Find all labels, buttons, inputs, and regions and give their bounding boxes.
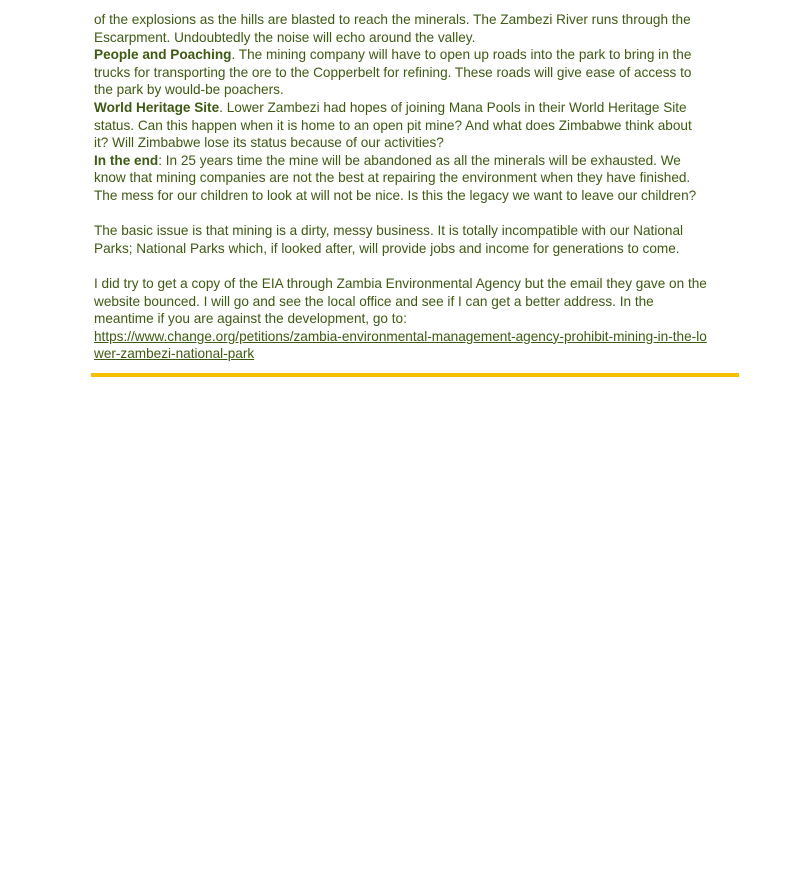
section-heading: In the end (94, 152, 159, 168)
section-body: The mining company will have to open up roads into the park to bring in the trucks for transporting the ore to the Copperbelt for refining. These roads will give ease of access to the park by would-be poachers. (94, 47, 692, 98)
section-heading-separator: : (158, 152, 162, 168)
eia-paragraph (94, 275, 709, 363)
section-body: In 25 years time the mine will be abandoned as all the minerals will be exhausted. We know that mining companies are not the best at repairing the environment when they have finished. The mess for our children to look at will not be nice. Is this the legacy we want to leave our children? (94, 152, 697, 203)
section-world-heritage-site (94, 99, 709, 152)
section-heading: People and Poaching (94, 47, 232, 63)
section-people-and-poaching (94, 46, 709, 99)
section-heading: World Heritage Site (94, 99, 220, 115)
eia-note: I did try to get a copy of the EIA through Zambia Environmental Agency but the email they gave on the website bounced. I will go and see the local office and see if I can get a better address. In the meantime if you are against the development, go to: (94, 275, 707, 327)
intro-paragraph: of the explosions as the hills are blasted to reach the minerals. The Zambezi River runs through the Escarpment. Undoubtedly the noise will echo around the valley. (94, 12, 691, 45)
section-heading-separator: . (219, 99, 223, 115)
paragraph-spacer (94, 205, 709, 223)
petition-link[interactable]: https://www.change.org/petitions/zambia-environmental-management-agency-prohibit-mining-in-the-lower-zambezi-national-park (94, 328, 707, 362)
document-body (94, 11, 709, 363)
section-heading-separator: . (231, 47, 236, 63)
paragraph-spacer (94, 257, 709, 275)
basic-issue-paragraph: The basic issue is that mining is a dirty, messy business. It is totally incompatible with our National Parks; National Parks which, if looked after, will provide jobs and income for generations to come. (94, 223, 684, 256)
section-in-the-end (94, 152, 709, 205)
section-body: Lower Zambezi had hopes of joining Mana Pools in their World Heritage Site status. Can this happen when it is home to an open pit mine? And what does Zimbabwe think about it? Will Zimbabwe lose its status because of our activities? (94, 99, 692, 151)
section-divider-rule (91, 373, 739, 377)
